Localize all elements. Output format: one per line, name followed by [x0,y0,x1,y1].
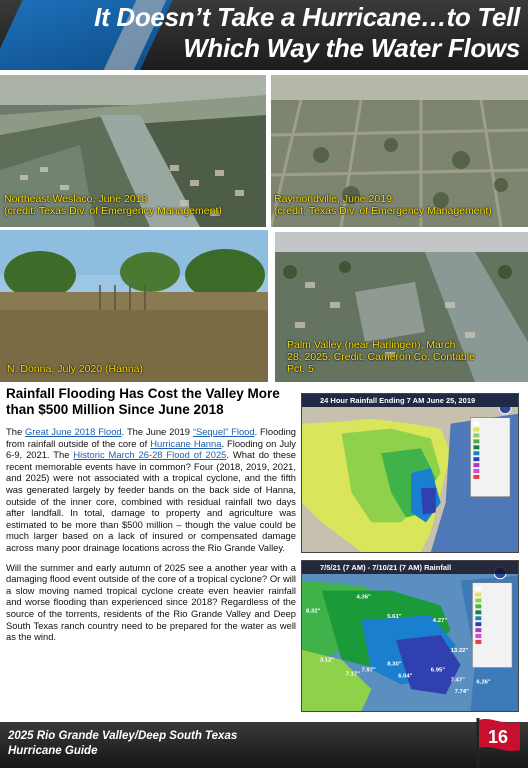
photo-caption: Northeast Weslaco, June 2018 (credit: Texas Div. of Emergency Management) [4,193,222,217]
rain-label: 4.36" [356,594,371,601]
link-sequel-flood[interactable]: “Sequel” Flood [192,426,255,437]
photo-caption: N. Donna, July 2020 (Hanna) [7,363,143,375]
photo-caption: Raymondville, June 2019 (credit: Texas Div. of Emergency Management) [274,193,492,217]
rainfall-map-june-2019 [301,393,519,553]
page-title: It Doesn’t Take a Hurricane…to Tell Which Way the Water Flows [94,2,520,63]
rain-label: 8.32" [305,608,321,615]
rain-label: 7.17" [345,671,360,678]
photo-raymondville-flood [271,75,528,227]
rain-label: 5.61" [387,614,402,621]
article-paragraph-2: Will the summer and early autumn of 2025 see a another year with a damaging flood event outside of the core of a tropical cyclone? Or will a slow moving named tropical cyclone create even heavier rainfall and worse flooding than experienced since 2018? Regardless of the source of the torrents, residents of the Rio Grande Valley and Deep South Texas ranch country need to be prepared for the water as well as the wind. [6,561,296,643]
photo-donna-flood [0,230,268,382]
rain-label: 7.47" [450,677,465,684]
rain-label: 6.26" [476,679,491,686]
rain-label: 7.97" [361,667,376,674]
rain-label: 4.27" [432,618,448,625]
rain-label: 6.04" [398,673,413,680]
rain-label: 7.74" [454,689,469,696]
link-great-june-2018-flood[interactable]: Great June 2018 Flood [25,426,122,437]
rain-label: 3.12" [319,657,335,664]
map-title: 7/5/21 (7 AM) - 7/10/21 (7 AM) Rainfall [302,561,518,574]
rainfall-map-july-2021 [301,560,519,712]
article-heading: Rainfall Flooding Has Cost the Valley More than $500 Million Since June 2018 [6,386,280,417]
link-hurricane-hanna[interactable]: Hurricane Hanna [150,437,222,449]
footer-guide-title: 2025 Rio Grande Valley/Deep South Texas Hurricane Guide [8,730,238,757]
link-historic-march-2025-flood[interactable]: Historic March 26-28 Flood of 2025 [73,449,227,461]
rain-label: 6.95" [430,667,446,674]
photo-palm-valley-flood [275,232,528,382]
photo-caption: Palm Valley (near Harlingen), March 28, 2025. Credit: Cameron Co. Contable Pct. 5 [287,339,475,375]
page-number: 16 [487,727,509,747]
article-paragraph-1: The Great June 2018 Flood. The June 2019 “Sequel” Flood. Flooding from rainfall outside of the core of Hurricane Hanna. Flooding on July 6-9, 2021. The Historic March 26-28 Flood of 2025. What do these recent memorable events have in common? Four (2018, 2019, 2021, and 2025) were not associated with a tropical cyclone, and the fifth was generated largely by feeder bands on the back side of Hanna, outside of the inner core, combined with residual rainfall two days after landfall. In total, damage to property and agriculture was estimated to be more than $500 million – though the value could be much larger based on a lack of insured or compensated damage across many poor drainage locations across the Rio Grande Valley. [6,426,297,553]
map-title: 24 Hour Rainfall Ending 7 AM June 25, 2019 [302,394,518,407]
rain-label: 13.22" [450,647,469,654]
page-header [0,0,528,70]
photo-weslaco-flood [0,75,266,227]
article [6,386,296,643]
rain-label: 8.30" [387,661,402,668]
page-footer [0,722,528,768]
